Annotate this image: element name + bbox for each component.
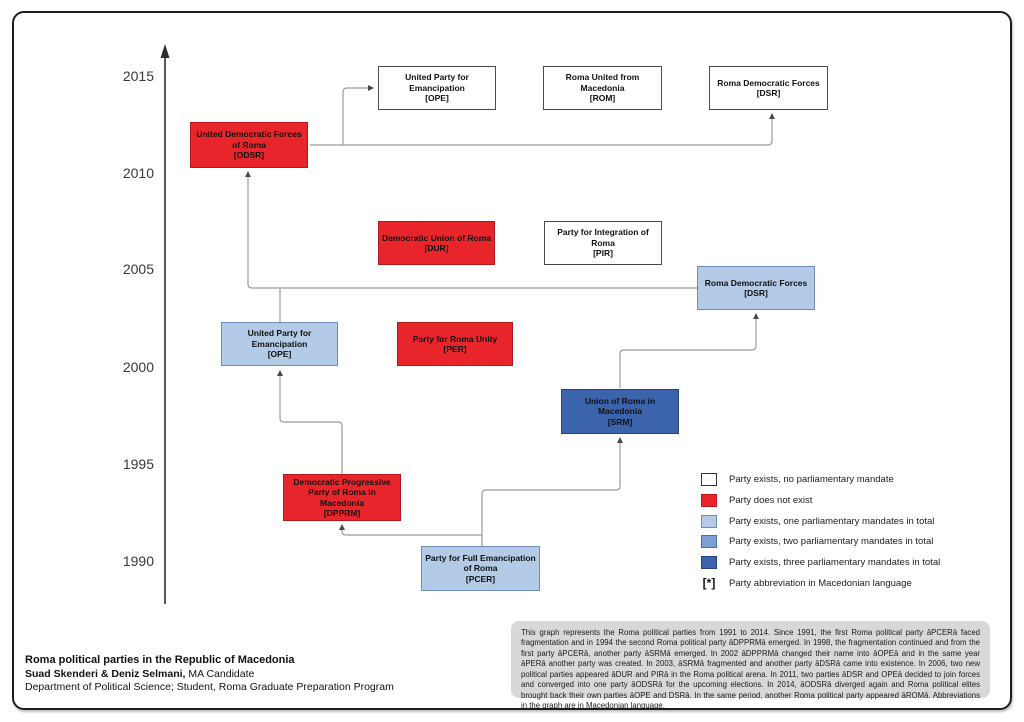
party-name: Party for Integration of Roma	[557, 227, 649, 248]
year-label-2010: 2010	[122, 165, 154, 181]
party-box-srm-1998	[561, 389, 679, 434]
party-abbr: [PIR]	[593, 248, 613, 259]
figure-title: Roma political parties in the Republic of Macedonia	[25, 654, 295, 666]
legend	[701, 473, 940, 598]
party-name: Party for Full Emancipation of Roma	[425, 552, 536, 574]
party-box-pcer-1991	[421, 546, 540, 591]
legend-row-abbreviation-note	[701, 577, 940, 590]
legend-swatch-red-icon	[701, 494, 717, 507]
party-name: Roma United from Macedonia	[565, 72, 640, 93]
party-name: United Party for Emancipation	[247, 328, 312, 349]
description-note-box: This graph represents the Roma political parties from 1991 to 2014. Since 1991, the first Roma political party āPCERā faced fragmentation and in 1994 the second Roma political party āDPPRMā emerged. In 1998, the fragmentation continued and from the first party āPCERā, another party āSRMā emerged. In 2002 āDPPRMā changed their name into āOPEā and in the same year āPERā another party was created. In 2003, āSRMā fragmented and another party āDSRā came into existence. In 2006, two new political parties appeared āDUR and PIRā in the Roma political arena. In 2011, two parties āDSR and OPEā decided to join forces and converged into one party āODSRā for the upcoming elections. In 2014, āODSRā diverged again and Roma political elites brought back their own parties āOPE and DSRā. In the same period, another Roma political party appeared āROMā. Abbreviations in the graph are in Macedonian language.	[511, 621, 990, 698]
party-abbr: [PCER]	[465, 573, 496, 584]
legend-label: Party abbreviation in Macedonian language	[729, 577, 912, 589]
legend-swatch-light-blue-icon	[701, 515, 717, 528]
legend-label: Party does not exist	[729, 494, 813, 506]
connector-odsr2011-to-ope2014	[343, 88, 373, 145]
party-name: United Democratic Forces of Roma	[196, 129, 302, 150]
connector-pcer1991-to-srm1998	[482, 438, 620, 546]
party-box-dsr-2004	[697, 266, 815, 310]
legend-row-three-mandates	[701, 556, 940, 569]
party-name: Democratic Progressive Party of Roma in Macedonia	[293, 476, 391, 508]
party-box-ope-2014	[378, 66, 496, 110]
authors-role: MA Candidate	[185, 667, 255, 680]
party-name: Party for Roma Unity	[412, 333, 498, 344]
footer-credits	[25, 653, 394, 695]
connector-pcer1991-to-dpprm1994	[342, 525, 482, 535]
legend-label: Party exists, one parliamentary mandates in total	[729, 515, 935, 527]
time-axis	[161, 44, 170, 604]
party-box-dur-2006	[378, 221, 495, 265]
party-abbr: [DSR]	[744, 288, 768, 298]
axis-arrowhead-icon	[161, 44, 170, 58]
legend-label: Party exists, no parliamentary mandate	[729, 474, 894, 485]
legend-swatch-dark-blue-icon	[701, 556, 717, 569]
year-label-1995: 1995	[122, 456, 154, 472]
authors-line	[25, 668, 394, 682]
party-abbr: [OPE]	[267, 349, 292, 360]
legend-swatch-white-icon	[701, 473, 717, 486]
party-box-per-2002	[397, 322, 513, 366]
party-abbr: [ODSR]	[233, 150, 265, 161]
affiliation-line: Department of Political Science; Student, Roma Graduate Preparation Program	[25, 681, 394, 694]
party-name: Democratic Union of Roma	[381, 232, 492, 243]
party-box-pir-2006	[544, 221, 662, 265]
party-box-odsr-2011	[190, 122, 308, 168]
legend-row-not-exist	[701, 494, 940, 507]
party-abbr: [DSR]	[756, 88, 781, 98]
party-box-dsr-2014	[709, 66, 828, 110]
party-name: Union of Roma in Macedonia	[584, 395, 656, 417]
year-label-1990: 1990	[122, 553, 154, 569]
connector-dpprm1994-to-ope2002	[280, 371, 342, 476]
legend-swatch-mid-blue-icon	[701, 535, 717, 548]
party-box-ope-2002	[221, 322, 338, 366]
party-abbr: [SRM]	[607, 416, 633, 427]
year-label-2005: 2005	[122, 261, 154, 277]
year-label-2015: 2015	[122, 68, 154, 84]
party-name: United Party for Emancipation	[405, 72, 469, 93]
legend-label: Party exists, three parliamentary mandates in total	[729, 557, 941, 569]
party-box-dpprm-1994	[283, 474, 401, 521]
legend-row-no-mandate	[701, 473, 940, 486]
legend-row-two-mandates	[701, 535, 940, 548]
legend-label: Party exists, two parliamentary mandates in total	[729, 536, 934, 548]
party-box-rom-2014	[543, 66, 662, 110]
party-name: Roma Democratic Forces	[717, 77, 820, 88]
party-abbr: [ROM]	[589, 93, 616, 104]
legend-row-one-mandate	[701, 515, 940, 528]
connector-odsr2011-to-dsr2014	[310, 114, 772, 145]
party-abbr: [DUR]	[424, 243, 449, 253]
party-abbr: [DPPRM]	[323, 507, 361, 518]
year-label-2000: 2000	[122, 359, 154, 375]
connector-srm1998-to-dsr2004	[620, 314, 756, 388]
party-abbr: [OPE]	[425, 93, 449, 104]
party-name: Roma Democratic Forces	[704, 277, 808, 288]
authors-names: Suad Skenderi & Deniz Selmani,	[25, 667, 186, 680]
legend-asterisk-symbol: [*]	[702, 576, 716, 591]
party-abbr: [PER]	[443, 344, 467, 354]
